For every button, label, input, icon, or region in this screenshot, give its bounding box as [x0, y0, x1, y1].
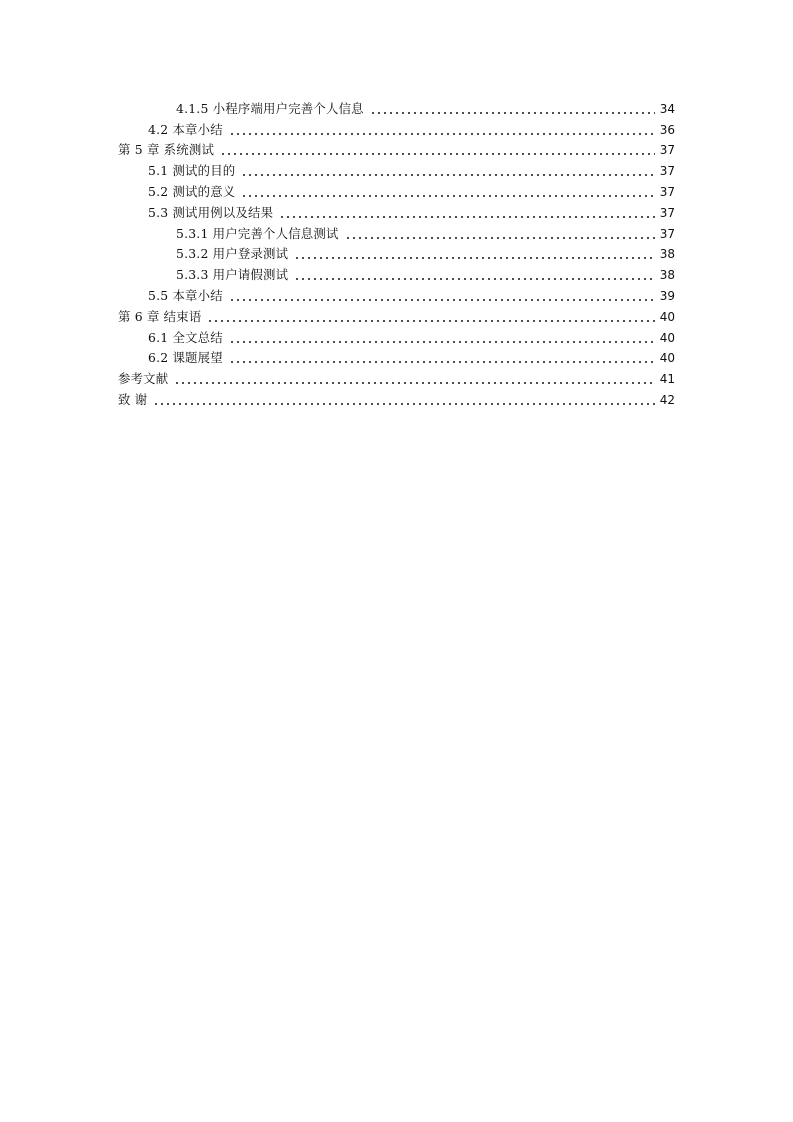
toc-entry[interactable] [118, 325, 675, 346]
toc-entry-title: 5.2 测试的意义 [148, 183, 236, 199]
toc-entry-title: 5.3.2 用户登录测试 [176, 246, 289, 262]
dot-leader [174, 382, 655, 384]
toc-entry-page: 40 [659, 330, 675, 345]
toc-entry-title: 5.3.3 用户请假测试 [176, 267, 289, 283]
dot-leader [370, 112, 655, 114]
toc-entry-page: 37 [659, 164, 675, 179]
toc-entry-title: 第 6 章 结束语 [118, 308, 202, 324]
toc-entry[interactable] [118, 262, 675, 283]
toc-entry[interactable] [118, 117, 675, 138]
toc-entry[interactable] [118, 242, 675, 263]
dot-leader [220, 153, 655, 155]
dot-leader [229, 299, 655, 301]
table-of-contents [118, 96, 675, 408]
toc-entry-page: 39 [659, 288, 675, 303]
toc-entry-page: 40 [659, 351, 675, 366]
dot-leader [279, 216, 655, 218]
toc-entry[interactable] [118, 158, 675, 179]
toc-entry[interactable] [118, 283, 675, 304]
toc-entry-title: 5.1 测试的目的 [148, 163, 236, 179]
toc-entry-page: 37 [659, 184, 675, 199]
toc-entry[interactable] [118, 96, 675, 117]
toc-entry-page: 42 [659, 392, 675, 407]
toc-entry-title: 5.3 测试用例以及结果 [148, 204, 274, 220]
toc-entry-page: 36 [659, 122, 675, 137]
toc-entry-page: 37 [659, 205, 675, 220]
toc-entry[interactable] [118, 366, 675, 387]
toc-entry-title: 5.5 本章小结 [148, 287, 223, 303]
toc-entry[interactable] [118, 179, 675, 200]
toc-entry-page: 37 [659, 143, 675, 158]
toc-entry-title: 4.2 本章小结 [148, 121, 223, 137]
toc-entry-page: 37 [659, 226, 675, 241]
toc-entry-title: 4.1.5 小程序端用户完善个人信息 [176, 100, 364, 116]
toc-entry-title: 6.2 课题展望 [148, 350, 223, 366]
dot-leader [241, 195, 655, 197]
toc-entry[interactable] [118, 387, 675, 408]
toc-entry[interactable] [118, 304, 675, 325]
toc-entry-page: 38 [659, 268, 675, 283]
dot-leader [229, 341, 655, 343]
dot-leader [207, 320, 655, 322]
toc-entry-title: 第 5 章 系统测试 [118, 142, 215, 158]
dot-leader [229, 133, 655, 135]
toc-entry[interactable] [118, 200, 675, 221]
dot-leader [294, 278, 655, 280]
toc-entry-page: 40 [659, 309, 675, 324]
toc-entry[interactable] [118, 346, 675, 367]
dot-leader [294, 257, 655, 259]
toc-entry-title: 参考文献 [118, 371, 169, 387]
toc-entry[interactable] [118, 221, 675, 242]
dot-leader [345, 237, 655, 239]
toc-entry-page: 41 [659, 372, 675, 387]
toc-entry-title: 致 谢 [118, 391, 148, 407]
dot-leader [229, 361, 655, 363]
toc-entry-page: 38 [659, 247, 675, 262]
toc-entry[interactable] [118, 138, 675, 159]
dot-leader [241, 174, 655, 176]
toc-entry-title: 5.3.1 用户完善个人信息测试 [176, 225, 339, 241]
dot-leader [153, 403, 655, 405]
toc-entry-title: 6.1 全文总结 [148, 329, 223, 345]
toc-entry-page: 34 [659, 101, 675, 116]
